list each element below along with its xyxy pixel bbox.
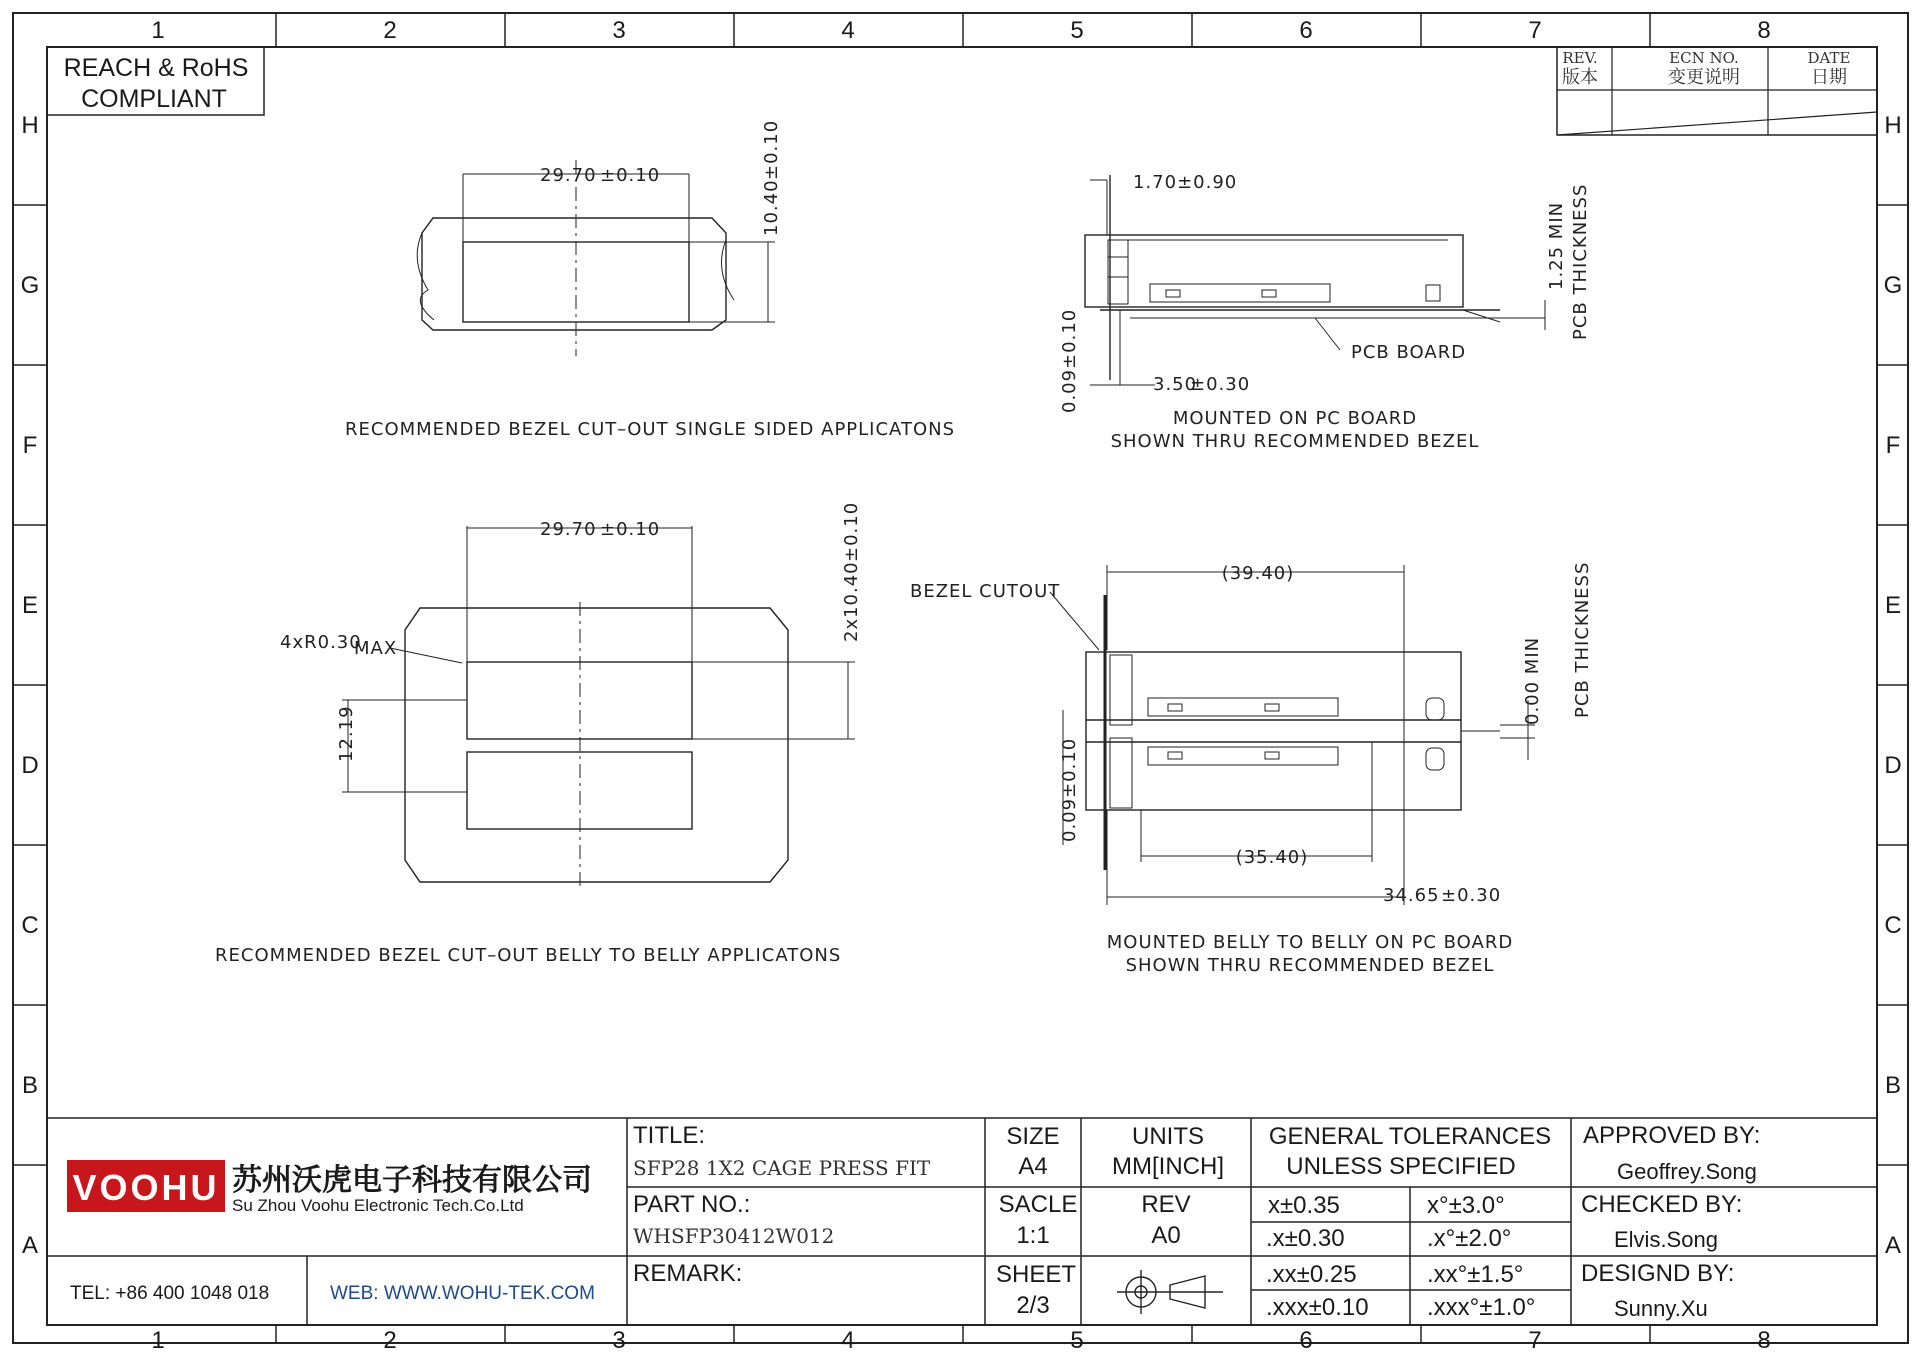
date-header-cn: 日期 — [1811, 67, 1847, 88]
tolerance-angular: .xx°±1.5° — [1427, 1261, 1524, 1288]
designed-label: DESIGND BY: — [1581, 1260, 1735, 1287]
approved-value: Geoffrey.Song — [1617, 1159, 1757, 1184]
dim-mounted-belly-bottom-tol: ±0.30 — [1441, 885, 1502, 906]
col-label-bottom: 5 — [1070, 1327, 1084, 1354]
dim-bezel-single-height: 10.40 — [761, 179, 782, 236]
units-value: MM[INCH] — [1112, 1153, 1224, 1180]
dim-mounted-single-bottom: 3.50 — [1153, 374, 1198, 395]
tolerance-header-2: UNLESS SPECIFIED — [1286, 1153, 1516, 1180]
title-value: SFP28 1X2 CAGE PRESS FIT — [633, 1156, 931, 1180]
row-label-left: H — [21, 112, 39, 139]
label-pcb-thickness-belly: PCB THICKNESS — [1572, 561, 1593, 718]
caption-mounted-single-2: SHOWN THRU RECOMMENDED BEZEL — [1110, 431, 1480, 452]
row-label-right: F — [1885, 432, 1901, 459]
dim-mounted-belly-bottom: 34.65 — [1383, 885, 1440, 906]
tolerance-linear: .xxx±0.10 — [1266, 1294, 1369, 1321]
col-label-bottom: 2 — [383, 1327, 397, 1354]
units-label: UNITS — [1132, 1123, 1204, 1150]
dim-bezel-single-width: 29.70 — [540, 165, 597, 186]
revision-table — [1557, 47, 1877, 135]
rev-header-en: REV. — [1562, 49, 1598, 67]
label-pcb-board: PCB BOARD — [1351, 342, 1467, 363]
caption-mounted-single-1: MOUNTED ON PC BOARD — [1172, 408, 1418, 429]
ecn-header-en: ECN NO. — [1669, 49, 1739, 67]
dim-bezel-belly-height: 2x10.40 — [841, 561, 862, 642]
scale-value: 1:1 — [1016, 1222, 1050, 1249]
col-label-top: 6 — [1299, 17, 1313, 44]
note-bezel-radius-suffix: MAX — [354, 638, 398, 659]
company-web: WEB: WWW.WOHU-TEK.COM — [330, 1283, 595, 1304]
sheet-value: 2/3 — [1016, 1292, 1050, 1319]
dim-mounted-single-top: 1.70±0.90 — [1133, 172, 1238, 193]
col-label-top: 1 — [151, 17, 165, 44]
dim-mounted-belly-top: (39.40) — [1221, 563, 1295, 584]
col-label-bottom: 7 — [1528, 1327, 1542, 1354]
dim-bezel-belly-width-tol: ±0.10 — [600, 519, 661, 540]
row-label-left: D — [21, 752, 39, 779]
title-block-grid — [47, 1118, 1877, 1325]
compliance-line-1: REACH & RoHS — [63, 54, 249, 82]
dim-mounted-single-bottom-tol: ±0.30 — [1190, 374, 1251, 395]
part-label: PART NO.: — [633, 1191, 751, 1218]
checked-value: Elvis.Song — [1614, 1227, 1718, 1252]
compliance-line-2: COMPLIANT — [81, 85, 227, 113]
caption-bezel-single: RECOMMENDED BEZEL CUT–OUT SINGLE SIDED APPLICATONS — [345, 419, 956, 440]
company-tel: TEL: +86 400 1048 018 — [70, 1283, 270, 1304]
dim-bezel-single-height-tol: ±0.10 — [761, 119, 782, 180]
designed-value: Sunny.Xu — [1614, 1296, 1708, 1321]
row-label-right: H — [1884, 112, 1902, 139]
row-label-left: C — [21, 912, 39, 939]
rev-label: REV — [1141, 1191, 1191, 1218]
dim-bezel-single-width-tol: ±0.10 — [600, 165, 661, 186]
caption-mounted-belly-2: SHOWN THRU RECOMMENDED BEZEL — [1125, 955, 1495, 976]
tolerance-linear: .x±0.30 — [1266, 1225, 1345, 1252]
title-label: TITLE: — [633, 1122, 706, 1149]
row-label-right: D — [1884, 752, 1902, 779]
row-label-left: B — [21, 1072, 39, 1099]
label-bezel-cutout: BEZEL CUTOUT — [910, 581, 1061, 602]
col-label-top: 2 — [383, 17, 397, 44]
tolerance-header-1: GENERAL TOLERANCES — [1268, 1123, 1552, 1150]
dim-mounted-single-left: 0.09±0.10 — [1059, 308, 1080, 413]
tolerance-angular: x°±3.0° — [1427, 1192, 1505, 1219]
col-label-bottom: 4 — [841, 1327, 855, 1354]
row-label-left: A — [21, 1232, 39, 1259]
dim-mounted-belly-left: 0.09±0.10 — [1059, 737, 1080, 842]
size-value: A4 — [1018, 1153, 1048, 1180]
tolerance-linear: x±0.35 — [1268, 1192, 1340, 1219]
tolerance-angular: .xxx°±1.0° — [1427, 1294, 1536, 1321]
col-label-top: 3 — [612, 17, 626, 44]
col-label-top: 5 — [1070, 17, 1084, 44]
row-label-right: E — [1884, 592, 1902, 619]
col-label-top: 7 — [1528, 17, 1542, 44]
note-bezel-radius: 4xR0.30 — [280, 632, 362, 653]
tolerance-linear: .xx±0.25 — [1266, 1261, 1357, 1288]
company-name-cn: 苏州沃虎电子科技有限公司 — [232, 1164, 592, 1197]
tolerance-angular: .x°±2.0° — [1427, 1225, 1512, 1252]
date-header-en: DATE — [1807, 49, 1851, 67]
dim-bezel-belly-height-tol: ±0.10 — [841, 501, 862, 562]
rev-value: A0 — [1151, 1222, 1181, 1249]
projection-symbol-icon — [1117, 1270, 1223, 1314]
row-label-left: G — [20, 272, 40, 299]
row-labels — [21, 112, 1903, 1259]
dim-bezel-belly-pitch: 12.19 — [336, 705, 357, 762]
caption-mounted-belly-1: MOUNTED BELLY TO BELLY ON PC BOARD — [1106, 932, 1514, 953]
view-bezel-belly — [342, 526, 855, 890]
row-label-right: C — [1884, 912, 1902, 939]
approved-label: APPROVED BY: — [1583, 1122, 1761, 1149]
checked-label: CHECKED BY: — [1581, 1191, 1743, 1218]
view-mounted-single — [1085, 175, 1545, 385]
row-label-left: F — [22, 432, 38, 459]
company-logo — [67, 1160, 225, 1212]
logo-text: VOOHU — [72, 1167, 220, 1208]
dim-mounted-belly-mid: (35.40) — [1235, 847, 1309, 868]
col-label-bottom: 3 — [612, 1327, 626, 1354]
col-label-bottom: 6 — [1299, 1327, 1313, 1354]
row-label-left: E — [21, 592, 39, 619]
sheet-label: SHEET — [995, 1261, 1077, 1288]
dim-pcb-thickness-belly: 0.00 MIN — [1522, 636, 1543, 725]
part-value: WHSFP30412W012 — [633, 1224, 835, 1248]
dim-bezel-belly-width: 29.70 — [540, 519, 597, 540]
col-label-bottom: 1 — [151, 1327, 165, 1354]
dim-pcb-thickness-single: 1.25 MIN — [1546, 201, 1567, 290]
ecn-header-cn: 变更说明 — [1668, 67, 1740, 88]
scale-label: SACLE — [998, 1191, 1078, 1218]
view-bezel-single — [417, 160, 775, 356]
compliance-box — [47, 47, 264, 115]
row-label-right: G — [1883, 272, 1903, 299]
label-pcb-thickness-single: PCB THICKNESS — [1570, 183, 1591, 340]
caption-bezel-belly: RECOMMENDED BEZEL CUT–OUT BELLY TO BELLY APPLICATONS — [215, 945, 842, 966]
company-name-en: Su Zhou Voohu Electronic Tech.Co.Ltd — [232, 1196, 524, 1215]
row-label-right: A — [1884, 1232, 1902, 1259]
rev-header-cn: 版本 — [1562, 67, 1598, 88]
col-label-top: 4 — [841, 17, 855, 44]
remark-label: REMARK: — [633, 1260, 743, 1287]
row-label-right: B — [1884, 1072, 1902, 1099]
size-label: SIZE — [1006, 1123, 1060, 1150]
col-label-bottom: 8 — [1757, 1327, 1771, 1354]
col-label-top: 8 — [1757, 17, 1771, 44]
